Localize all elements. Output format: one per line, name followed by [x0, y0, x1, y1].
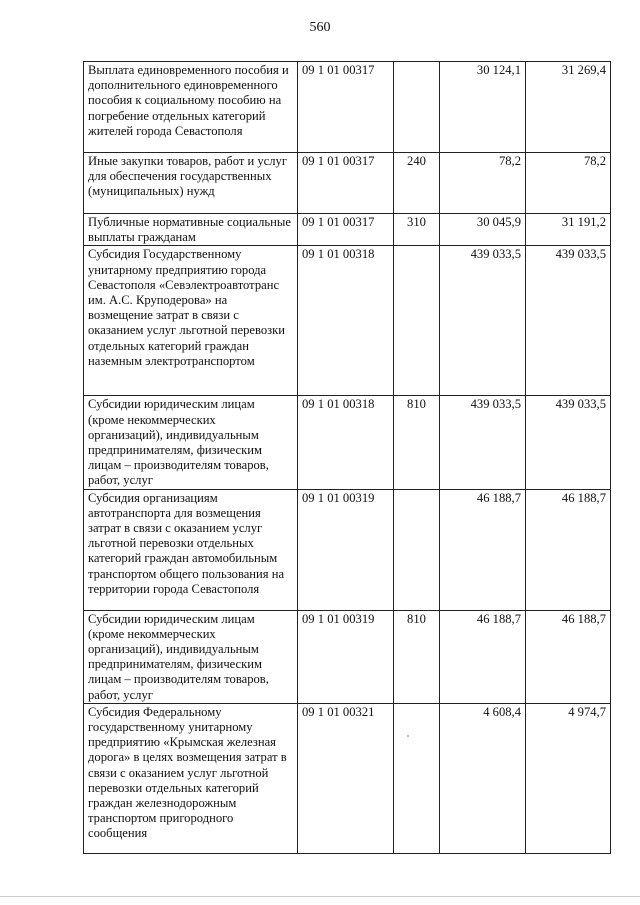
- row-name: Субсидия Федеральному государственному унитарному предприятию «Крымская железная дорога» в целях возмещения затрат в связи с оказанием услуг льготной перевозки отдельных категорий граждан железнодорожным транспортом пригородного сообщения: [84, 703, 298, 853]
- row-code: 09 1 01 00321: [298, 703, 394, 853]
- row-value-2: 31 269,4: [526, 62, 611, 153]
- row-value-1: 46 188,7: [440, 489, 526, 610]
- row-code: 09 1 01 00318: [298, 396, 394, 489]
- row-name: Субсидия Государственному унитарному предприятию города Севастополя «Севэлектроавтотранс им. А.С. Круподерова» на возмещение затрат в связи с оказанием услуг льготной перевозки отдельных категорий граждан наземным электротранспортом: [84, 246, 298, 396]
- row-value-2: 31 191,2: [526, 214, 611, 246]
- row-code: 09 1 01 00319: [298, 610, 394, 703]
- row-value-1: 439 033,5: [440, 246, 526, 396]
- row-type: 240: [394, 153, 440, 214]
- row-value-2: 46 188,7: [526, 610, 611, 703]
- row-code: 09 1 01 00317: [298, 62, 394, 153]
- table-row: [84, 396, 611, 489]
- table-row: [84, 214, 611, 246]
- budget-table: [83, 61, 611, 854]
- row-value-1: 30 045,9: [440, 214, 526, 246]
- table-row: [84, 610, 611, 703]
- row-type: [394, 489, 440, 610]
- scan-mark: [407, 735, 409, 737]
- row-value-2: 4 974,7: [526, 703, 611, 853]
- table-row: [84, 62, 611, 153]
- row-name: Субсидии юридическим лицам (кроме некоммерческих организаций), индивидуальным предпринимателям, физическим лицам – производителям товаров, работ, услуг: [84, 610, 298, 703]
- row-value-1: 46 188,7: [440, 610, 526, 703]
- table-row: [84, 489, 611, 610]
- row-name: Субсидии юридическим лицам (кроме некоммерческих организаций), индивидуальным предпринимателям, физическим лицам – производителям товаров, работ, услуг: [84, 396, 298, 489]
- row-value-1: 4 608,4: [440, 703, 526, 853]
- row-code: 09 1 01 00319: [298, 489, 394, 610]
- row-value-2: 78,2: [526, 153, 611, 214]
- row-code: 09 1 01 00318: [298, 246, 394, 396]
- row-type: [394, 703, 440, 853]
- scan-mark: [0, 896, 640, 897]
- row-value-1: 439 033,5: [440, 396, 526, 489]
- row-type: 810: [394, 610, 440, 703]
- row-name: Иные закупки товаров, работ и услуг для обеспечения государственных (муниципальных) нужд: [84, 153, 298, 214]
- row-name: Субсидия организациям автотранспорта для возмещения затрат в связи с оказанием услуг льготной перевозки отдельных категорий граждан автомобильным транспортом общего пользования на территории города Севастополя: [84, 489, 298, 610]
- row-type: 310: [394, 214, 440, 246]
- row-code: 09 1 01 00317: [298, 153, 394, 214]
- row-type: 810: [394, 396, 440, 489]
- row-type: [394, 246, 440, 396]
- page-number: 560: [309, 20, 331, 35]
- table-row: [84, 246, 611, 396]
- row-type: [394, 62, 440, 153]
- row-value-2: 439 033,5: [526, 246, 611, 396]
- row-value-1: 78,2: [440, 153, 526, 214]
- row-code: 09 1 01 00317: [298, 214, 394, 246]
- row-name: Публичные нормативные социальные выплаты гражданам: [84, 214, 298, 246]
- table-row: [84, 153, 611, 214]
- row-value-1: 30 124,1: [440, 62, 526, 153]
- row-name: Выплата единовременного пособия и дополнительного единовременного пособия к социальному пособию на погребение отдельных категорий жителей города Севастополя: [84, 62, 298, 153]
- table-row: [84, 703, 611, 853]
- row-value-2: 439 033,5: [526, 396, 611, 489]
- row-value-2: 46 188,7: [526, 489, 611, 610]
